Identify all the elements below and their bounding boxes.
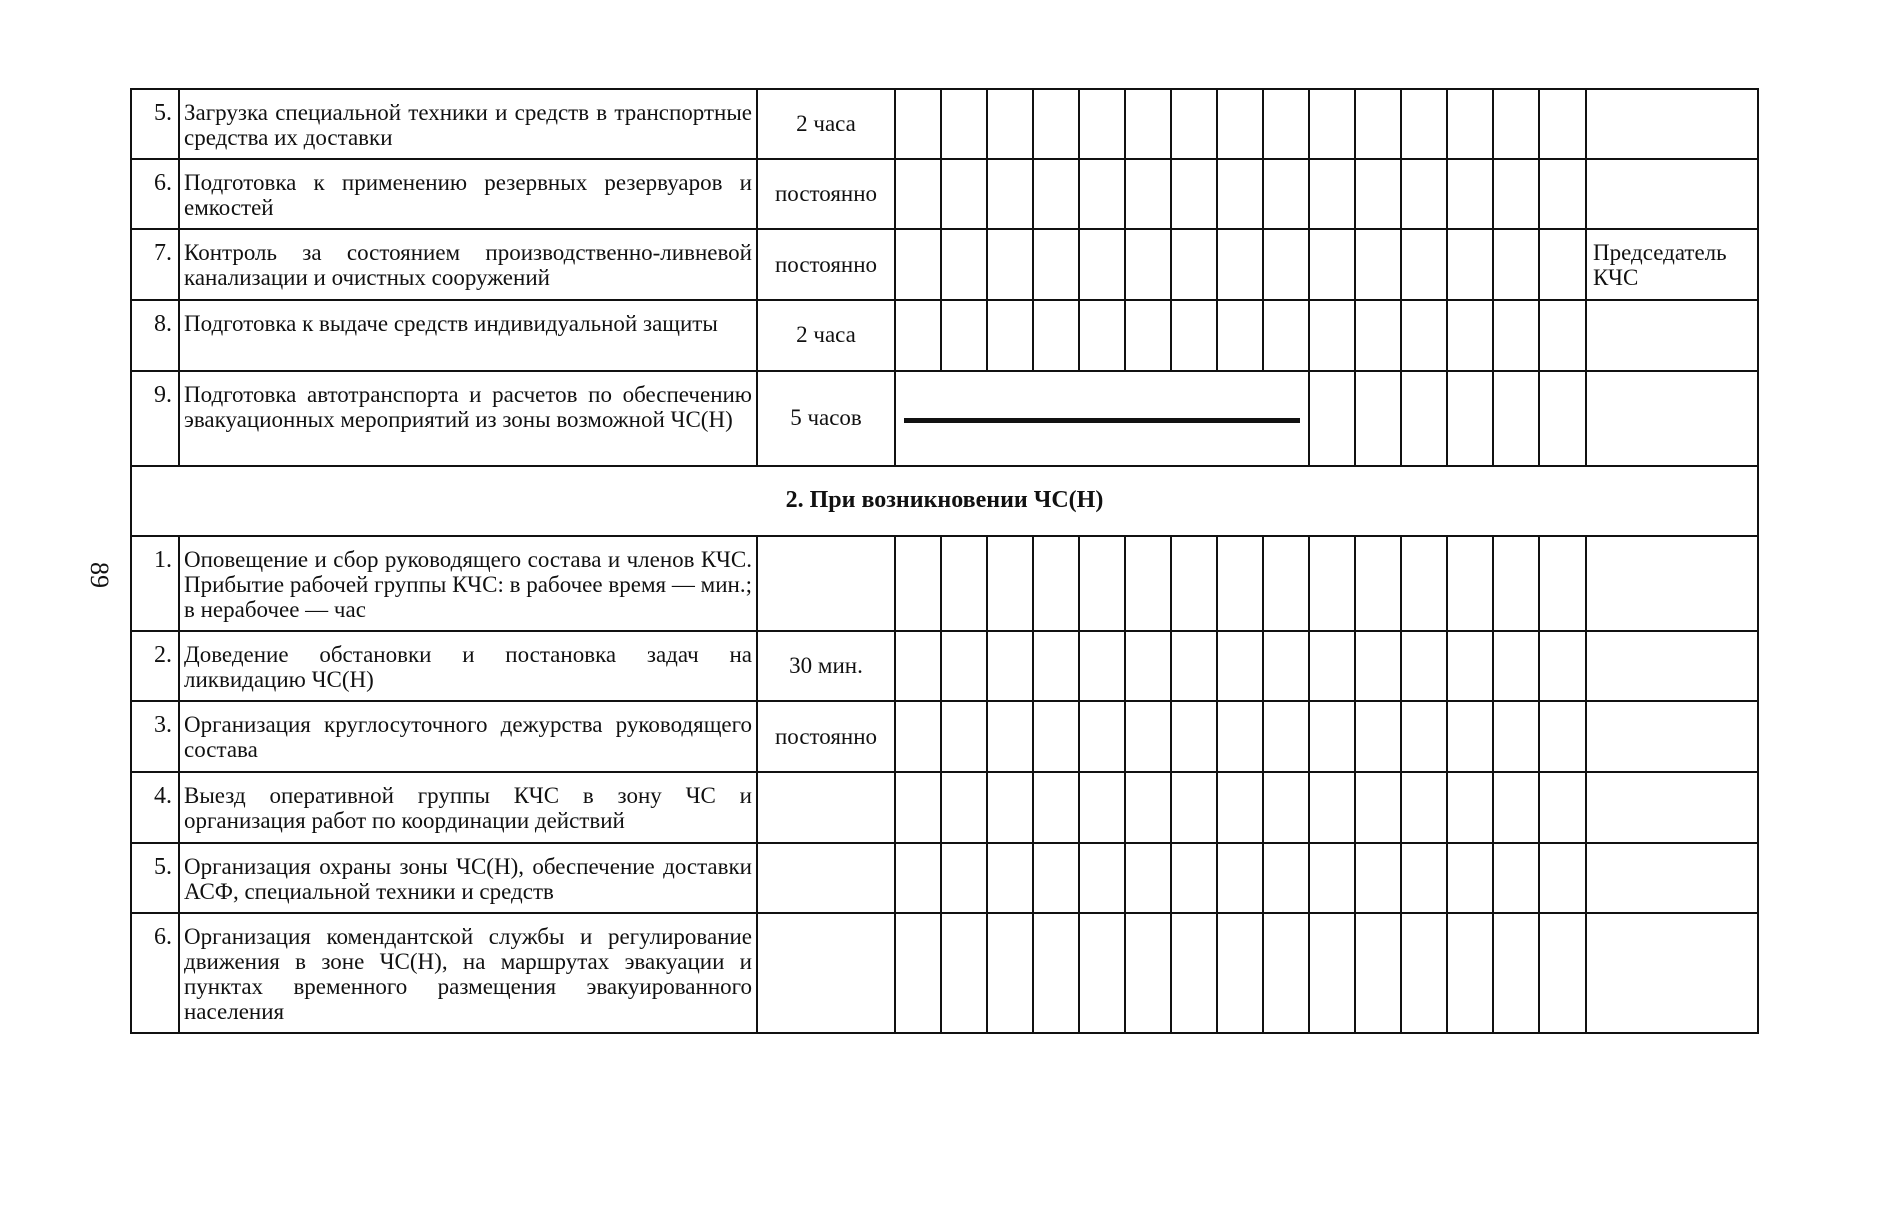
schedule-cell <box>1447 159 1493 229</box>
schedule-cell <box>1125 89 1171 159</box>
schedule-cell <box>1079 772 1125 842</box>
row-number: 9. <box>131 371 179 466</box>
responsible <box>1586 371 1758 466</box>
schedule-cell <box>1539 536 1586 631</box>
schedule-cell <box>1447 300 1493 370</box>
schedule-cell <box>1125 229 1171 300</box>
schedule-cell <box>941 701 987 772</box>
schedule-cell <box>1539 371 1586 466</box>
responsible <box>1586 913 1758 1033</box>
schedule-cell <box>1539 843 1586 913</box>
schedule-cell <box>1171 843 1217 913</box>
table-row <box>131 913 1758 1033</box>
schedule-cell <box>1171 229 1217 300</box>
schedule-cell <box>1447 371 1493 466</box>
schedule-cell <box>1125 913 1171 1033</box>
schedule-cell <box>1263 536 1309 631</box>
schedule-cell <box>1539 913 1586 1033</box>
schedule-cell <box>1447 843 1493 913</box>
schedule-cell <box>895 536 941 631</box>
responsible: Председатель КЧС <box>1586 229 1758 300</box>
schedule-cell <box>1355 371 1401 466</box>
responsible <box>1586 772 1758 842</box>
task-term <box>757 772 895 842</box>
schedule-cell <box>1309 371 1355 466</box>
schedule-cell <box>1079 701 1125 772</box>
schedule-cell <box>1309 631 1355 701</box>
schedule-cell <box>1217 701 1263 772</box>
schedule-cell <box>987 300 1033 370</box>
schedule-cell <box>1493 701 1539 772</box>
schedule-cell <box>895 300 941 370</box>
schedule-cell <box>1033 913 1079 1033</box>
schedule-cell <box>1217 536 1263 631</box>
gantt-bar <box>904 418 1300 423</box>
schedule-cell <box>987 843 1033 913</box>
schedule-cell <box>1033 843 1079 913</box>
schedule-cell <box>1309 772 1355 842</box>
schedule-cell <box>941 300 987 370</box>
schedule-cell <box>1355 300 1401 370</box>
schedule-cell <box>1447 913 1493 1033</box>
schedule-cell <box>987 229 1033 300</box>
schedule-cell <box>1033 536 1079 631</box>
schedule-cell <box>1171 159 1217 229</box>
table-row <box>131 371 1758 466</box>
schedule-cell <box>1217 89 1263 159</box>
row-number: 4. <box>131 772 179 842</box>
schedule-cell <box>895 913 941 1033</box>
responsible <box>1586 631 1758 701</box>
schedule-cell <box>1493 913 1539 1033</box>
task-term: 5 часов <box>757 371 895 466</box>
schedule-cell <box>1217 229 1263 300</box>
schedule-cell <box>987 701 1033 772</box>
schedule-cell <box>1447 536 1493 631</box>
task-term <box>757 913 895 1033</box>
table-row <box>131 843 1758 913</box>
schedule-cell <box>941 536 987 631</box>
schedule-cell <box>1263 701 1309 772</box>
row-number: 2. <box>131 631 179 701</box>
schedule-cell <box>1125 772 1171 842</box>
schedule-cell <box>1033 772 1079 842</box>
schedule-cell <box>1171 536 1217 631</box>
schedule-cell <box>1355 229 1401 300</box>
schedule-cell <box>1309 229 1355 300</box>
schedule-cell <box>1217 772 1263 842</box>
task-description: Организация комендантской службы и регулирование движения в зоне ЧС(Н), на маршрутах эвакуации и пунктах временного размещения эвакуированного населения <box>179 913 757 1033</box>
responsible <box>1586 701 1758 772</box>
table-row <box>131 89 1758 159</box>
schedule-cell <box>987 631 1033 701</box>
schedule-cell <box>1033 701 1079 772</box>
responsible <box>1586 843 1758 913</box>
schedule-cell <box>1309 843 1355 913</box>
schedule-cell <box>1079 913 1125 1033</box>
row-number: 6. <box>131 159 179 229</box>
schedule-cell <box>895 159 941 229</box>
schedule-cell <box>1493 631 1539 701</box>
row-number: 6. <box>131 913 179 1033</box>
schedule-cell <box>895 843 941 913</box>
responsible <box>1586 89 1758 159</box>
schedule-cell <box>1539 631 1586 701</box>
schedule-cell <box>895 631 941 701</box>
row-number: 5. <box>131 843 179 913</box>
schedule-cell <box>1263 300 1309 370</box>
schedule-cell <box>1079 159 1125 229</box>
schedule-cell <box>1309 89 1355 159</box>
task-description: Загрузка специальной техники и средств в транспортные средства их доставки <box>179 89 757 159</box>
schedule-cell <box>895 89 941 159</box>
schedule-cell <box>895 772 941 842</box>
schedule-cell <box>1079 229 1125 300</box>
schedule-cell <box>1447 631 1493 701</box>
task-term: постоянно <box>757 229 895 300</box>
schedule-cell <box>1539 229 1586 300</box>
row-number: 3. <box>131 701 179 772</box>
schedule-cell <box>1171 631 1217 701</box>
schedule-cell <box>895 229 941 300</box>
task-term: постоянно <box>757 159 895 229</box>
schedule-cell <box>1125 300 1171 370</box>
schedule-cell <box>1493 536 1539 631</box>
schedule-cell <box>1263 89 1309 159</box>
schedule-cell <box>1355 536 1401 631</box>
schedule-cell <box>1171 300 1217 370</box>
schedule-cell <box>1217 631 1263 701</box>
schedule-cell <box>941 89 987 159</box>
schedule-cell <box>1401 536 1447 631</box>
schedule-cell <box>1033 631 1079 701</box>
schedule-cell <box>1171 89 1217 159</box>
schedule-cell <box>1493 159 1539 229</box>
schedule-cell <box>1217 159 1263 229</box>
schedule-cell <box>1263 229 1309 300</box>
task-description: Подготовка к применению резервных резервуаров и емкостей <box>179 159 757 229</box>
schedule-cell <box>1217 300 1263 370</box>
schedule-cell <box>1171 772 1217 842</box>
schedule-cell <box>1033 300 1079 370</box>
schedule-cell <box>1033 229 1079 300</box>
schedule-cell <box>1401 300 1447 370</box>
schedule-cell <box>895 701 941 772</box>
schedule-cell <box>1217 843 1263 913</box>
task-description: Организация охраны зоны ЧС(Н), обеспечение доставки АСФ, специальной техники и средств <box>179 843 757 913</box>
schedule-cell <box>941 631 987 701</box>
schedule-cell <box>1355 159 1401 229</box>
schedule-cell <box>1079 843 1125 913</box>
schedule-cell <box>1309 913 1355 1033</box>
schedule-cell <box>1493 300 1539 370</box>
schedule-cell <box>1493 843 1539 913</box>
schedule-cell <box>1355 89 1401 159</box>
task-term: 2 часа <box>757 300 895 370</box>
schedule-cell <box>1079 89 1125 159</box>
schedule-cell <box>1355 631 1401 701</box>
responsible <box>1586 536 1758 631</box>
row-number: 1. <box>131 536 179 631</box>
action-plan-table <box>130 88 1759 1034</box>
schedule-cell <box>1493 229 1539 300</box>
task-description: Подготовка автотранспорта и расчетов по обеспечению эвакуационных мероприятий из зоны возможной ЧС(Н) <box>179 371 757 466</box>
schedule-cell <box>1401 159 1447 229</box>
schedule-cell <box>1171 913 1217 1033</box>
schedule-cell <box>1401 913 1447 1033</box>
schedule-cell <box>1033 159 1079 229</box>
schedule-cell <box>1401 772 1447 842</box>
schedule-cell <box>1263 631 1309 701</box>
schedule-cell <box>1355 772 1401 842</box>
schedule-cell <box>987 772 1033 842</box>
table-row <box>131 536 1758 631</box>
schedule-cell <box>1493 89 1539 159</box>
schedule-cell <box>941 843 987 913</box>
schedule-cell <box>1171 701 1217 772</box>
schedule-cell <box>1125 536 1171 631</box>
task-description: Доведение обстановки и постановка задач на ликвидацию ЧС(Н) <box>179 631 757 701</box>
responsible <box>1586 300 1758 370</box>
schedule-cell <box>1263 159 1309 229</box>
schedule-cell <box>941 772 987 842</box>
schedule-cell <box>1401 631 1447 701</box>
schedule-cell <box>987 89 1033 159</box>
schedule-cell <box>941 159 987 229</box>
schedule-cell <box>1125 159 1171 229</box>
schedule-cell <box>1447 89 1493 159</box>
responsible <box>1586 159 1758 229</box>
schedule-cell <box>1263 843 1309 913</box>
table-row <box>131 701 1758 772</box>
schedule-cell <box>1033 89 1079 159</box>
task-term: постоянно <box>757 701 895 772</box>
task-term: 30 мин. <box>757 631 895 701</box>
task-term: 2 часа <box>757 89 895 159</box>
schedule-cell <box>1447 772 1493 842</box>
schedule-cell <box>1539 300 1586 370</box>
task-description: Выезд оперативной группы КЧС в зону ЧС и организация работ по координации действий <box>179 772 757 842</box>
row-number: 7. <box>131 229 179 300</box>
page-number: 89 <box>85 562 114 588</box>
schedule-cell <box>1263 772 1309 842</box>
schedule-cell <box>987 159 1033 229</box>
schedule-cell <box>1263 913 1309 1033</box>
row-number: 5. <box>131 89 179 159</box>
schedule-cell <box>1401 701 1447 772</box>
schedule-cell <box>1447 701 1493 772</box>
schedule-cell <box>1079 536 1125 631</box>
schedule-cell <box>1217 913 1263 1033</box>
task-description: Организация круглосуточного дежурства руководящего состава <box>179 701 757 772</box>
section-header-row <box>131 466 1758 536</box>
task-description: Подготовка к выдаче средств индивидуальной защиты <box>179 300 757 370</box>
schedule-cell <box>1355 843 1401 913</box>
schedule-cell <box>1125 843 1171 913</box>
schedule-cell <box>1493 371 1539 466</box>
schedule-cell <box>1125 701 1171 772</box>
table-row <box>131 772 1758 842</box>
schedule-cell <box>1401 843 1447 913</box>
table-row <box>131 631 1758 701</box>
schedule-cell <box>1401 89 1447 159</box>
schedule-cell <box>1447 229 1493 300</box>
schedule-cell <box>987 913 1033 1033</box>
schedule-cell <box>1309 536 1355 631</box>
schedule-cell <box>1079 300 1125 370</box>
table-row <box>131 229 1758 300</box>
schedule-cell <box>1309 701 1355 772</box>
schedule-cell <box>1309 159 1355 229</box>
task-description: Оповещение и сбор руководящего состава и членов КЧС. Прибытие рабочей группы КЧС: в рабочее время — мин.; в нерабочее — час <box>179 536 757 631</box>
schedule-cell <box>941 229 987 300</box>
schedule-cell <box>1539 772 1586 842</box>
table-row <box>131 159 1758 229</box>
schedule-cell <box>987 536 1033 631</box>
schedule-cell <box>1493 772 1539 842</box>
gantt-bar-cell <box>895 371 1309 466</box>
schedule-cell <box>1401 371 1447 466</box>
section-title: 2. При возникновении ЧС(Н) <box>131 466 1758 536</box>
schedule-cell <box>1539 701 1586 772</box>
schedule-cell <box>1125 631 1171 701</box>
schedule-cell <box>1539 159 1586 229</box>
schedule-cell <box>1539 89 1586 159</box>
schedule-cell <box>1079 631 1125 701</box>
task-description: Контроль за состоянием производственно-ливневой канализации и очистных сооружений <box>179 229 757 300</box>
schedule-cell <box>1355 913 1401 1033</box>
row-number: 8. <box>131 300 179 370</box>
table-row <box>131 300 1758 370</box>
schedule-cell <box>1401 229 1447 300</box>
schedule-cell <box>941 913 987 1033</box>
schedule-cell <box>1355 701 1401 772</box>
schedule-cell <box>1309 300 1355 370</box>
task-term <box>757 843 895 913</box>
task-term <box>757 536 895 631</box>
